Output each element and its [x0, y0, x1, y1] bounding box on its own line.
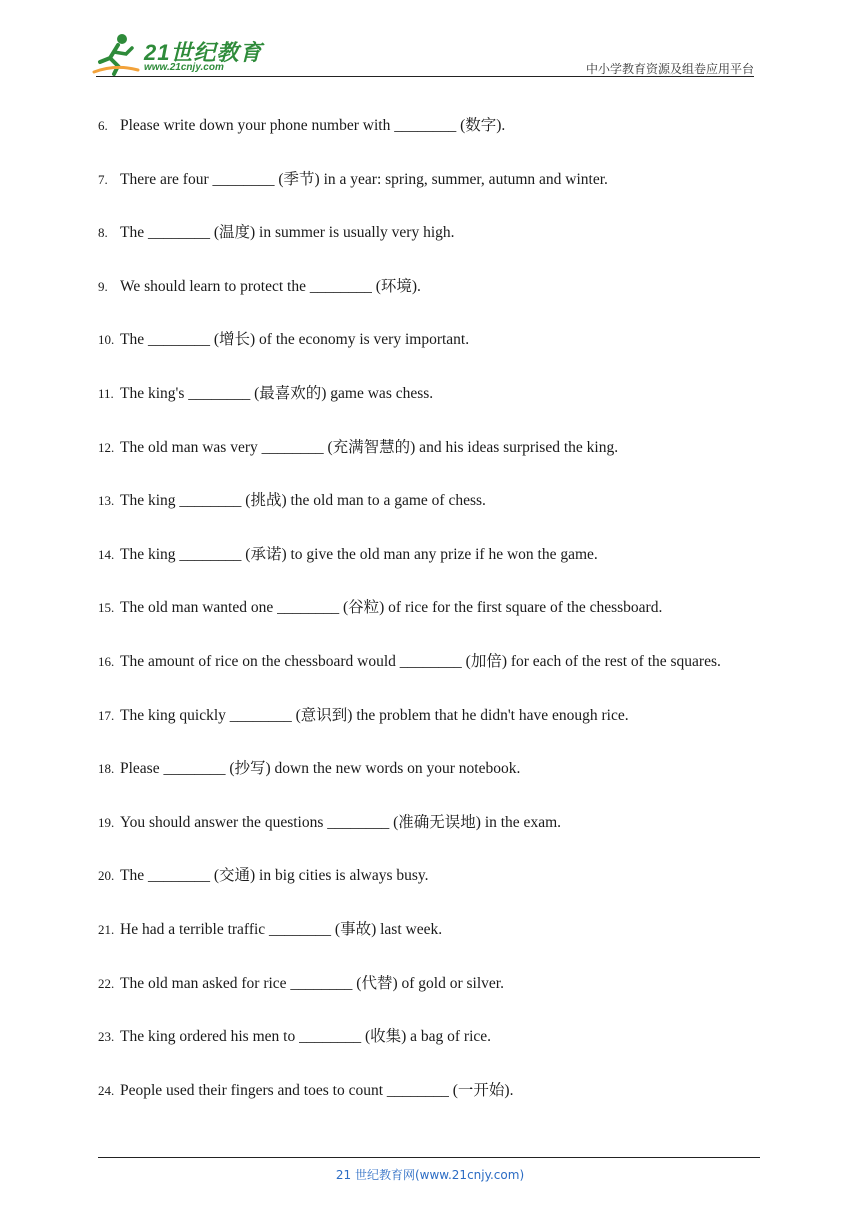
- question-number: 8.: [98, 225, 108, 241]
- question-text: There are four ________ (季节) in a year: spring, summer, autumn and winter.: [120, 170, 608, 188]
- question-number: 11.: [98, 385, 114, 401]
- question-text: The king's ________ (最喜欢的) game was chess.: [120, 384, 434, 402]
- footer-divider: [98, 1157, 760, 1158]
- question-text: The old man asked for rice ________ (代替) of gold or silver.: [120, 974, 504, 992]
- question-text: The old man wanted one ________ (谷粒) of rice for the first square of the chessboard.: [120, 599, 663, 617]
- question-number: 18.: [98, 761, 115, 777]
- question-text: The ________ (温度) in summer is usually very high.: [120, 224, 455, 242]
- question-number: 22.: [98, 975, 115, 991]
- question-number: 24.: [98, 1082, 115, 1098]
- question-item: [98, 966, 758, 1002]
- question-item: [98, 162, 758, 198]
- question-item: [98, 215, 758, 251]
- question-item: [98, 483, 758, 519]
- logo-url: www.21cnjy.com: [144, 62, 224, 73]
- question-number: 21.: [98, 921, 115, 937]
- question-number: 13.: [98, 493, 115, 509]
- question-text: He had a terrible traffic ________ (事故) last week.: [120, 920, 443, 938]
- question-text: The amount of rice on the chessboard would ________ (加倍) for each of the rest of the squares.: [120, 652, 721, 670]
- runner-logo-icon: [92, 32, 140, 76]
- question-text: The king ________ (承诺) to give the old man any prize if he won the game.: [120, 545, 598, 563]
- question-number: 10.: [98, 332, 115, 348]
- question-list: [98, 108, 758, 1126]
- question-text: The old man was very ________ (充满智慧的) and his ideas surprised the king.: [120, 438, 619, 456]
- question-item: [98, 858, 758, 894]
- question-item: [98, 376, 758, 412]
- question-item: [98, 805, 758, 841]
- question-item: [98, 1073, 758, 1109]
- header-divider: [96, 76, 754, 77]
- question-text: The ________ (交通) in big cities is always busy.: [120, 867, 429, 885]
- question-text: The king ________ (挑战) the old man to a game of chess.: [120, 492, 486, 510]
- question-item: [98, 430, 758, 466]
- platform-name: 中小学教育资源及组卷应用平台: [585, 62, 754, 76]
- logo-text: 21世纪教育: [144, 40, 263, 65]
- question-text: The king quickly ________ (意识到) the problem that he didn't have enough rice.: [120, 706, 629, 724]
- question-item: [98, 644, 758, 680]
- site-logo: [92, 32, 262, 78]
- question-text: Please write down your phone number with ________ (数字).: [120, 117, 506, 134]
- question-number: 7.: [98, 171, 108, 187]
- question-item: [98, 537, 758, 573]
- question-number: 6.: [98, 118, 108, 133]
- question-text: Please ________ (抄写) down the new words on your notebook.: [120, 760, 521, 778]
- question-item: [98, 269, 758, 305]
- question-number: 9.: [98, 278, 108, 294]
- question-item: [98, 322, 758, 358]
- question-number: 20.: [98, 868, 115, 884]
- question-number: 14.: [98, 546, 115, 562]
- question-number: 23.: [98, 1029, 115, 1045]
- question-item: [98, 751, 758, 787]
- question-text: The ________ (增长) of the economy is very important.: [120, 331, 470, 349]
- question-number: 16.: [98, 653, 115, 669]
- question-item: [98, 912, 758, 948]
- question-number: 19.: [98, 814, 115, 830]
- question-item: [98, 590, 758, 626]
- question-text: People used their fingers and toes to count ________ (一开始).: [120, 1081, 514, 1099]
- page-header: [0, 0, 860, 80]
- question-text: We should learn to protect the ________ (环境).: [120, 277, 421, 295]
- question-item: [98, 108, 758, 144]
- question-number: 15.: [98, 600, 115, 616]
- page-footer: 21 世纪教育网(www.21cnjy.com): [335, 1168, 525, 1182]
- question-text: You should answer the questions ________ (准确无误地) in the exam.: [120, 813, 562, 831]
- question-item: [98, 698, 758, 734]
- question-item: [98, 1019, 758, 1055]
- question-number: 12.: [98, 439, 115, 455]
- question-number: 17.: [98, 707, 115, 723]
- question-text: The king ordered his men to ________ (收集) a bag of rice.: [120, 1028, 492, 1046]
